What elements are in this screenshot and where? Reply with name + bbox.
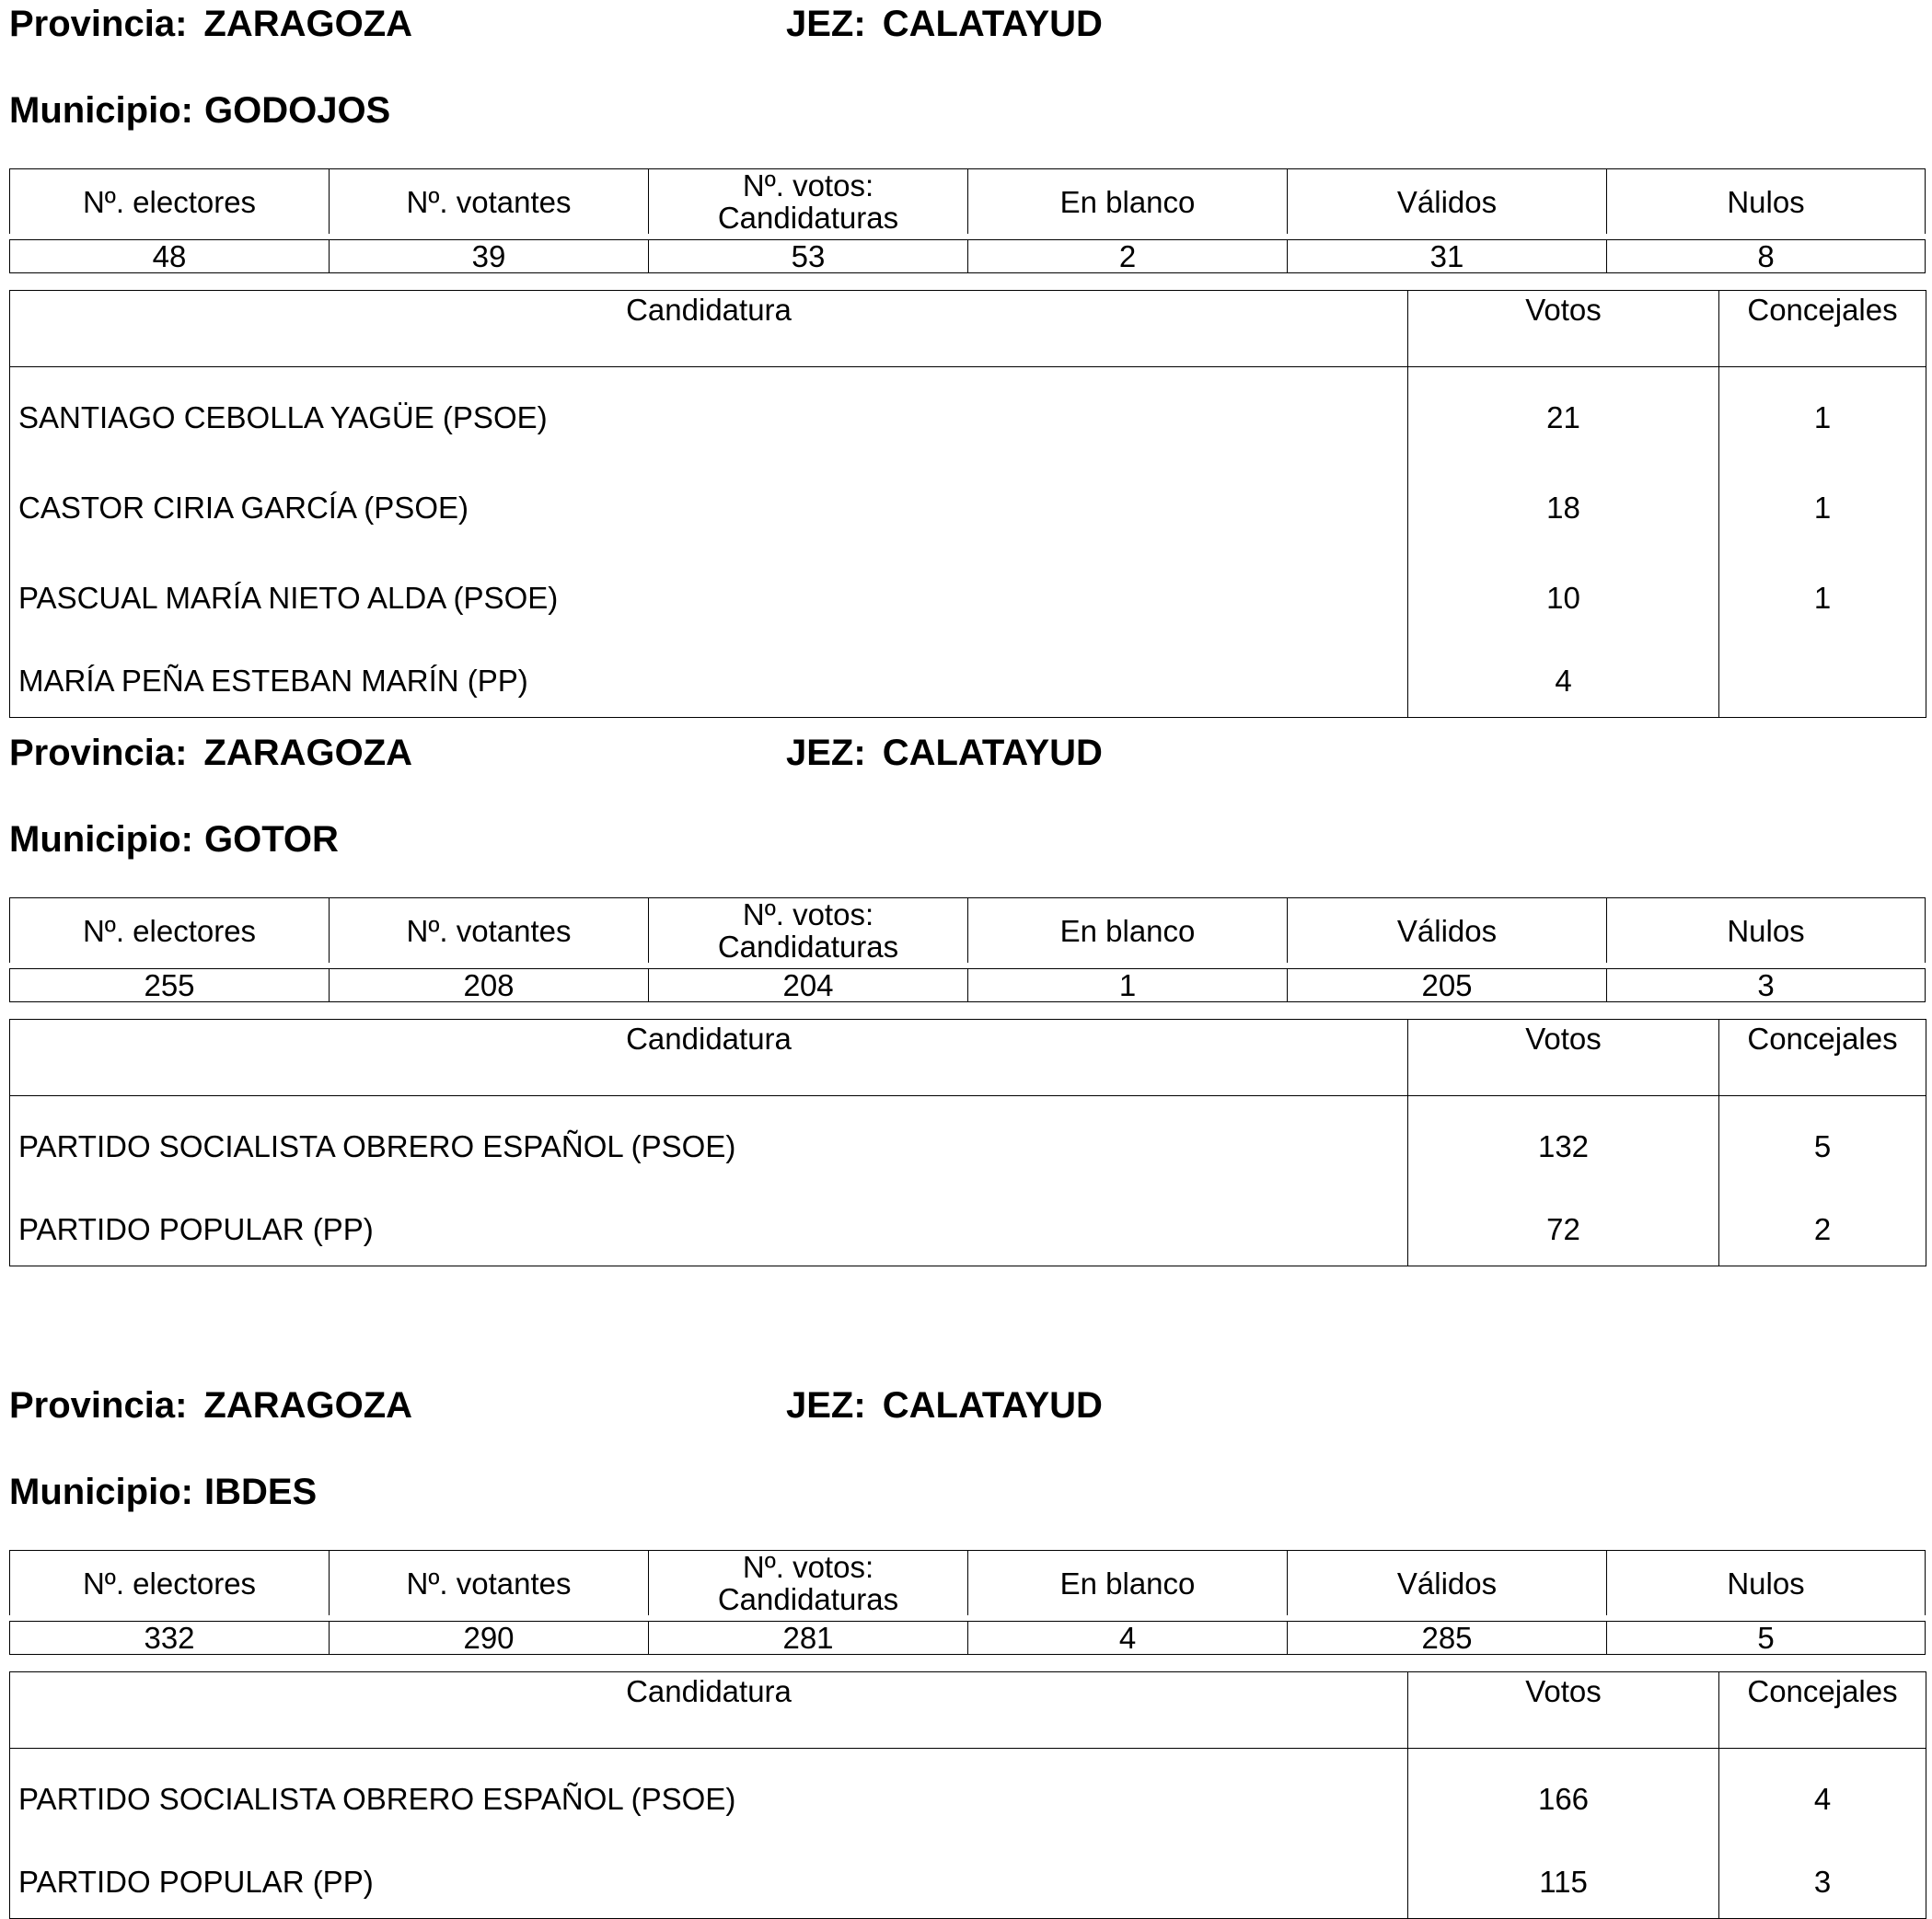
candidaturas-header-row (10, 1672, 1926, 1749)
summary-header-en-blanco: En blanco (967, 1550, 1287, 1615)
summary-header-nulos: Nulos (1606, 897, 1926, 963)
candidatura-concejales: 2 (1719, 1186, 1926, 1266)
candidatura-votos: 21 (1408, 367, 1719, 458)
summary-header-row (9, 1550, 1926, 1615)
summary-value-votantes: 39 (329, 239, 648, 273)
summary-header-votos-candidaturas: Nº. votos: Candidaturas (648, 168, 967, 234)
summary-value-votos-candidaturas: 53 (648, 239, 967, 273)
provincia-value: ZARAGOZA (203, 733, 413, 773)
candidatura-concejales: 5 (1719, 1096, 1926, 1187)
summary-table (9, 897, 1926, 1002)
municipio-header (9, 88, 390, 133)
summary-values-row (9, 1621, 1926, 1655)
header-votos: Votos (1408, 1020, 1719, 1096)
table-row (10, 1186, 1926, 1266)
summary-table (9, 1550, 1926, 1655)
summary-value-en-blanco: 4 (967, 1621, 1287, 1655)
summary-header-votantes: Nº. votantes (329, 1550, 648, 1615)
provincia-label: Provincia: (9, 1385, 188, 1426)
summary-value-en-blanco: 1 (967, 968, 1287, 1002)
candidatura-name: PASCUAL MARÍA NIETO ALDA (PSOE) (18, 581, 559, 615)
provincia-label: Provincia: (9, 4, 188, 44)
header-candidatura: Candidatura (10, 1672, 1408, 1749)
candidatura-name: MARÍA PEÑA ESTEBAN MARÍN (PP) (18, 664, 528, 698)
municipio-label: Municipio: (9, 819, 193, 860)
jez-value: CALATAYUD (882, 1385, 1103, 1426)
jez-value: CALATAYUD (882, 4, 1103, 44)
candidatura-concejales: 1 (1719, 548, 1926, 638)
summary-header-validos: Válidos (1287, 897, 1606, 963)
municipio-value: IBDES (203, 1472, 318, 1512)
table-row (10, 1839, 1926, 1919)
jez-label: JEZ: (786, 1385, 866, 1426)
candidatura-name: PARTIDO SOCIALISTA OBRERO ESPAÑOL (PSOE) (18, 1129, 736, 1163)
candidaturas-header-row (10, 1020, 1926, 1096)
summary-header-votantes: Nº. votantes (329, 168, 648, 234)
candidatura-votos: 115 (1408, 1839, 1719, 1919)
municipio-value: GODOJOS (203, 90, 391, 131)
summary-value-nulos: 3 (1606, 968, 1926, 1002)
summary-header-nulos: Nulos (1606, 168, 1926, 234)
summary-value-electores: 332 (9, 1621, 329, 1655)
candidaturas-table (9, 1019, 1926, 1266)
summary-value-nulos: 8 (1606, 239, 1926, 273)
summary-header-validos: Válidos (1287, 168, 1606, 234)
candidatura-votos: 132 (1408, 1096, 1719, 1187)
candidatura-concejales: 1 (1719, 457, 1926, 548)
provincia-value: ZARAGOZA (203, 1385, 413, 1426)
summary-value-votantes: 290 (329, 1621, 648, 1655)
summary-value-validos: 31 (1287, 239, 1606, 273)
candidatura-concejales: 3 (1719, 1839, 1926, 1919)
candidatura-votos: 18 (1408, 457, 1719, 548)
provincia-header (9, 2, 412, 46)
candidatura-name: PARTIDO SOCIALISTA OBRERO ESPAÑOL (PSOE) (18, 1782, 736, 1816)
table-row (10, 548, 1926, 638)
summary-value-votos-candidaturas: 281 (648, 1621, 967, 1655)
candidaturas-header-row (10, 291, 1926, 367)
provincia-header (9, 1383, 412, 1428)
jez-label: JEZ: (786, 733, 866, 773)
summary-values-row (9, 968, 1926, 1002)
header-candidatura: Candidatura (10, 1020, 1408, 1096)
candidatura-name: PARTIDO POPULAR (PP) (18, 1212, 374, 1246)
summary-header-row (9, 897, 1926, 963)
summary-header-electores: Nº. electores (9, 897, 329, 963)
summary-header-votos-candidaturas: Nº. votos: Candidaturas (648, 897, 967, 963)
candidatura-votos: 166 (1408, 1749, 1719, 1840)
summary-header-electores: Nº. electores (9, 168, 329, 234)
table-row (10, 638, 1926, 718)
summary-value-electores: 255 (9, 968, 329, 1002)
table-row (10, 367, 1926, 458)
candidatura-name: CASTOR CIRIA GARCÍA (PSOE) (18, 491, 469, 525)
header-concejales: Concejales (1719, 291, 1926, 367)
summary-value-validos: 285 (1287, 1621, 1606, 1655)
summary-header-electores: Nº. electores (9, 1550, 329, 1615)
candidatura-concejales: 1 (1719, 367, 1926, 458)
jez-header (786, 731, 1103, 775)
summary-header-en-blanco: En blanco (967, 897, 1287, 963)
jez-header (786, 1383, 1103, 1428)
municipio-label: Municipio: (9, 90, 193, 131)
header-concejales: Concejales (1719, 1672, 1926, 1749)
summary-header-votantes: Nº. votantes (329, 897, 648, 963)
summary-header-en-blanco: En blanco (967, 168, 1287, 234)
provincia-label: Provincia: (9, 733, 188, 773)
municipio-value: GOTOR (203, 819, 339, 860)
header-votos: Votos (1408, 1672, 1719, 1749)
candidatura-name: SANTIAGO CEBOLLA YAGÜE (PSOE) (18, 400, 548, 434)
municipio-header (9, 1470, 317, 1514)
candidaturas-table (9, 1671, 1926, 1919)
candidatura-concejales: 4 (1719, 1749, 1926, 1840)
summary-value-votantes: 208 (329, 968, 648, 1002)
summary-header-validos: Válidos (1287, 1550, 1606, 1615)
jez-value: CALATAYUD (882, 733, 1103, 773)
candidatura-votos: 72 (1408, 1186, 1719, 1266)
summary-table (9, 168, 1926, 273)
summary-value-nulos: 5 (1606, 1621, 1926, 1655)
jez-label: JEZ: (786, 4, 866, 44)
jez-header (786, 2, 1103, 46)
summary-values-row (9, 239, 1926, 273)
table-row (10, 1749, 1926, 1840)
summary-value-en-blanco: 2 (967, 239, 1287, 273)
municipio-label: Municipio: (9, 1472, 193, 1512)
summary-value-votos-candidaturas: 204 (648, 968, 967, 1002)
candidatura-votos: 10 (1408, 548, 1719, 638)
candidatura-concejales (1719, 638, 1926, 718)
summary-value-electores: 48 (9, 239, 329, 273)
provincia-header (9, 731, 412, 775)
header-votos: Votos (1408, 291, 1719, 367)
summary-header-votos-candidaturas: Nº. votos: Candidaturas (648, 1550, 967, 1615)
header-candidatura: Candidatura (10, 291, 1408, 367)
candidatura-name: PARTIDO POPULAR (PP) (18, 1865, 374, 1899)
table-row (10, 457, 1926, 548)
provincia-value: ZARAGOZA (203, 4, 413, 44)
summary-header-nulos: Nulos (1606, 1550, 1926, 1615)
municipio-header (9, 817, 339, 861)
summary-header-row (9, 168, 1926, 234)
candidaturas-table (9, 290, 1926, 718)
table-row (10, 1096, 1926, 1187)
summary-value-validos: 205 (1287, 968, 1606, 1002)
header-concejales: Concejales (1719, 1020, 1926, 1096)
candidatura-votos: 4 (1408, 638, 1719, 718)
